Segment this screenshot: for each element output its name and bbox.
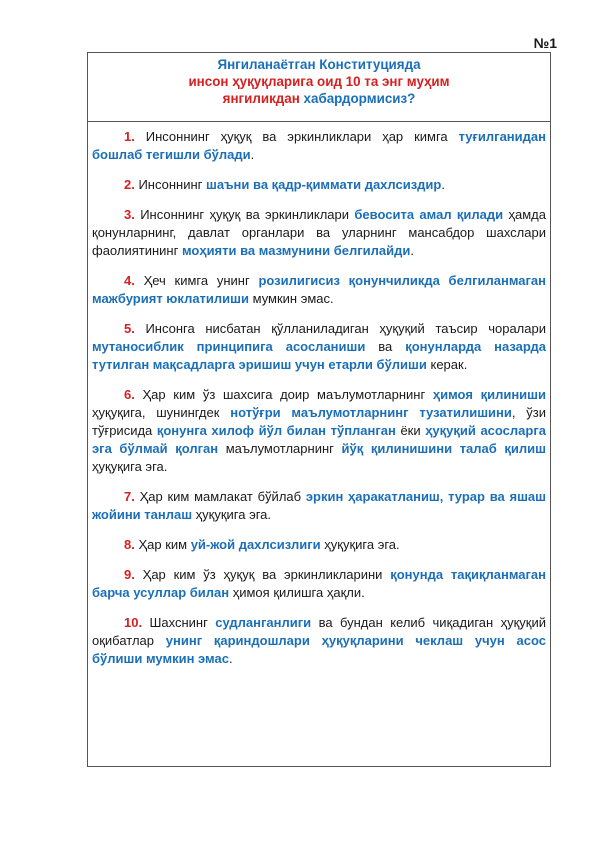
title-line-3-red: янгиликдан — [222, 91, 304, 106]
highlighted-text: ҳимоя қилиниши — [432, 387, 546, 402]
list-item — [92, 536, 546, 554]
item-text: ҳуқуқига, шунингдек — [92, 405, 231, 420]
item-text: ҳуқуқига эга. — [192, 507, 272, 522]
highlighted-text: бевосита амал қилади — [354, 207, 504, 222]
item-spacer — [92, 476, 546, 488]
list-item — [92, 320, 546, 374]
item-text: маълумотларнинг — [218, 441, 342, 456]
title-line-3 — [88, 90, 550, 107]
highlighted-text: қонунга хилоф йўл билан тўпланган — [156, 423, 396, 438]
item-text: Ҳар ким ўз шахсига доир маълумотларнинг — [134, 387, 433, 402]
item-spacer — [92, 602, 546, 614]
list-item — [92, 566, 546, 602]
highlighted-text: нотўғри маълумотларнинг тузатилишини — [230, 405, 512, 420]
list-item — [92, 614, 546, 668]
list-item — [92, 128, 546, 164]
title-line-2: инсон ҳуқуқларига оид 10 та энг муҳим — [188, 74, 450, 89]
highlighted-text: эркин ҳаракатланиш, турар ва яшаш жойини танлаш — [92, 489, 546, 522]
highlighted-text: ҳуқуқий асосларга эга бўлмай қолган — [92, 423, 546, 456]
highlighted-text: судланганлиги — [215, 615, 312, 630]
item-number: 8. — [124, 537, 135, 552]
highlighted-text: уй-жой дахлсизлиги — [190, 537, 321, 552]
highlighted-text: унинг қариндошлари ҳуқуқларини чеклаш учун асос бўлиши мумкин эмас — [92, 633, 546, 666]
highlighted-text: йўқ қилинишини талаб қилиш — [341, 441, 546, 456]
item-text: Ҳар ким — [134, 537, 191, 552]
item-text: Ҳар ким ўз ҳуқуқ ва эркинликларини — [134, 567, 391, 582]
item-text: ҳуқуқига эга. — [92, 459, 168, 474]
item-number: 1. — [124, 129, 135, 144]
item-text: Ҳеч кимга унинг — [134, 273, 259, 288]
items-list — [88, 122, 550, 668]
highlighted-text: қонунларда назарда тутилган мақсадларга эришиш учун етарли бўлиши — [92, 339, 546, 372]
item-text: ва — [365, 339, 406, 354]
item-text: Инсоннинг — [134, 177, 207, 192]
item-spacer — [92, 308, 546, 320]
item-text: ҳуқуқига эга. — [320, 537, 400, 552]
item-text: ҳимоя қилишга ҳақли. — [229, 585, 365, 600]
item-text: ва бундан келиб чиқадиган ҳуқуқий оқибатлар — [92, 615, 547, 648]
item-text: ёки — [395, 423, 426, 438]
item-text: Шахснинг — [142, 615, 216, 630]
highlighted-text: мутаносиблик принципига асосланиши — [92, 339, 366, 354]
title-line-3-blue: хабардормисиз? — [303, 91, 416, 106]
item-text: . — [228, 651, 233, 666]
item-number: 2. — [124, 177, 135, 192]
list-item — [92, 488, 546, 524]
item-text: Инсоннинг ҳуқуқ ва эркинликлари — [134, 207, 355, 222]
highlighted-text: қонунда тақиқланмаган барча усуллар билан — [92, 567, 546, 600]
title-line-1: Янгиланаётган Конституцияда — [217, 57, 421, 72]
item-number: 9. — [124, 567, 135, 582]
item-text: , ўзи тўғрисида — [92, 405, 546, 438]
item-spacer — [92, 260, 546, 272]
item-text: Инсонга нисбатан қўлланиладиган ҳуқуқий таъсир чоралари — [134, 321, 546, 336]
document-frame — [87, 52, 551, 767]
title-box — [88, 53, 550, 122]
item-number: 5. — [124, 321, 135, 336]
item-number: 10. — [124, 615, 143, 630]
item-text: . — [410, 243, 414, 258]
item-text: . — [441, 177, 445, 192]
highlighted-text: розилигисиз қонунчиликда белгиланмаган мажбурият юклатилиши — [92, 273, 546, 306]
item-text: ҳамда қонунларнинг, давлат органлари ва уларнинг мансабдор шахслари фаолиятининг — [92, 207, 546, 258]
list-item — [92, 272, 546, 308]
item-number: 7. — [124, 489, 135, 504]
list-item — [92, 206, 546, 260]
item-spacer — [92, 524, 546, 536]
item-text: . — [250, 147, 255, 162]
highlighted-text: моҳияти ва мазмунини белгилайди — [181, 243, 411, 258]
item-number: 6. — [124, 387, 135, 402]
item-spacer — [92, 374, 546, 386]
highlighted-text: туғилганидан бошлаб тегишли бўлади — [92, 129, 546, 162]
item-text: Инсоннинг ҳуқуқ ва эркинликлари ҳар кимга — [134, 129, 459, 144]
item-text: Ҳар ким мамлакат бўйлаб — [134, 489, 306, 504]
item-spacer — [92, 194, 546, 206]
item-spacer — [92, 554, 546, 566]
list-item — [92, 386, 546, 476]
list-item — [92, 176, 546, 194]
highlighted-text: шаъни ва қадр-қиммати дахлсиздир — [206, 177, 442, 192]
item-text: мумкин эмас. — [249, 291, 334, 306]
item-spacer — [92, 164, 546, 176]
item-number: 4. — [124, 273, 135, 288]
item-number: 3. — [124, 207, 135, 222]
page-number: №1 — [533, 35, 557, 51]
item-text: керак. — [426, 357, 468, 372]
